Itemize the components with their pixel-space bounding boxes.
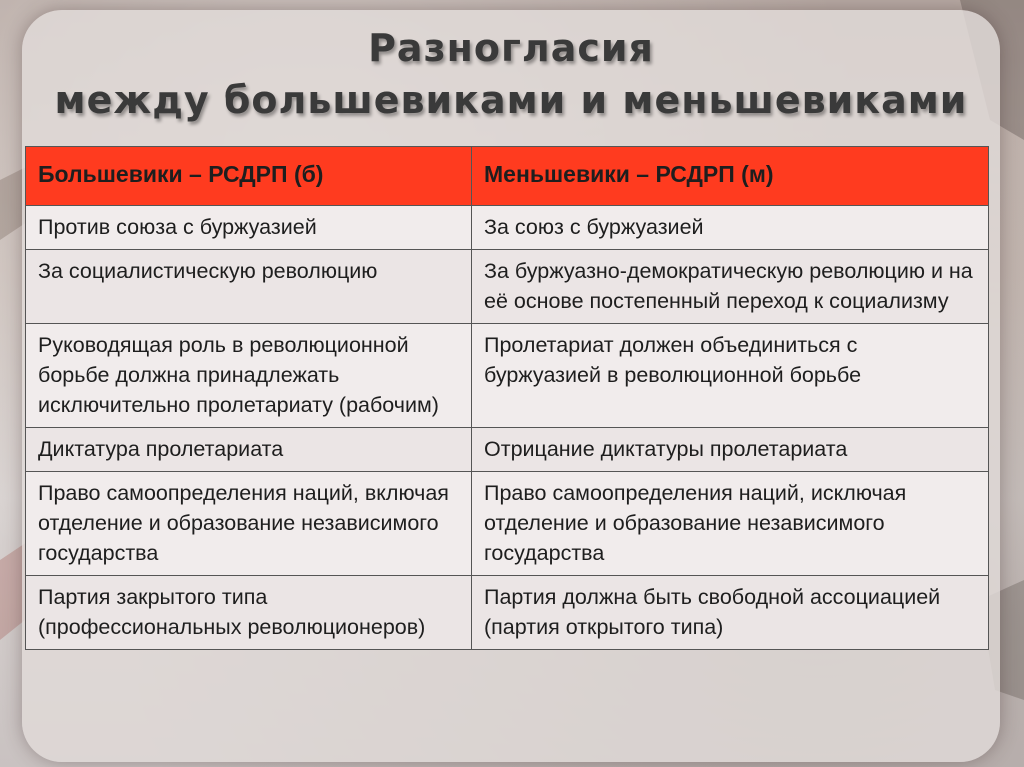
bolsheviks-cell: Диктатура пролетариата xyxy=(26,428,472,472)
comparison-table xyxy=(25,146,989,650)
bolsheviks-cell: Руководящая роль в революционной борьбе должна принадлежать исключительно пролетариату (рабочим) xyxy=(26,324,472,428)
table-header-row xyxy=(26,147,989,206)
bolsheviks-cell: За социалистическую революцию xyxy=(26,250,472,324)
mensheviks-cell: Партия должна быть свободной ассоциацией (партия открытого типа) xyxy=(472,576,989,650)
bolsheviks-cell: Партия закрытого типа (профессиональных революционеров) xyxy=(26,576,472,650)
mensheviks-cell: Пролетариат должен объединиться с буржуазией в революционной борьбе xyxy=(472,324,989,428)
slide-title: Разногласия xyxy=(368,26,654,70)
table-row xyxy=(26,472,989,576)
bolsheviks-cell: Право самоопределения наций, включая отделение и образование независимого государства xyxy=(26,472,472,576)
header-mensheviks: Меньшевики – РСДРП (м) xyxy=(472,147,989,206)
table-row xyxy=(26,324,989,428)
mensheviks-cell: За буржуазно-демократическую революцию и на её основе постепенный переход к социализму xyxy=(472,250,989,324)
table-row xyxy=(26,576,989,650)
table-row xyxy=(26,206,989,250)
mensheviks-cell: За союз с буржуазией xyxy=(472,206,989,250)
table-row xyxy=(26,250,989,324)
header-bolsheviks: Большевики – РСДРП (б) xyxy=(26,147,472,206)
mensheviks-cell: Право самоопределения наций, исключая отделение и образование независимого государства xyxy=(472,472,989,576)
bolsheviks-cell: Против союза с буржуазией xyxy=(26,206,472,250)
table-row xyxy=(26,428,989,472)
mensheviks-cell: Отрицание диктатуры пролетариата xyxy=(472,428,989,472)
slide-subtitle: между большевиками и меньшевиками xyxy=(54,78,968,122)
